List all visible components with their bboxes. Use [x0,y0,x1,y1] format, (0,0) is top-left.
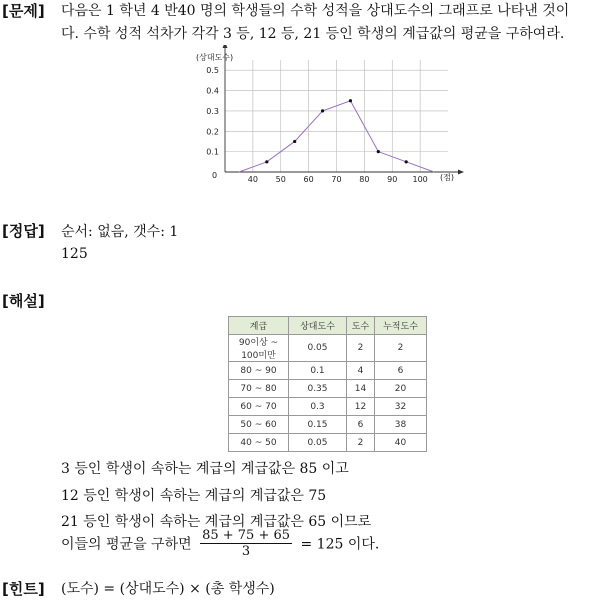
solution-line4 [61,528,379,559]
table-cell: 50 ~ 60 [229,416,289,434]
y-axis-arrow [223,45,228,48]
table-cell: 0.3 [289,398,347,416]
x-tick-label: 90 [387,175,398,184]
x-tick-label: 50 [275,175,286,184]
problem-tag: [문제] [2,2,45,20]
table-cell: 32 [375,398,427,416]
data-point [265,160,268,163]
table-cell: 4 [347,362,375,380]
solution-line1: 3 등인 학생이 속하는 계급의 계급값은 85 이고 [61,461,349,477]
answer-tag: [정답] [2,222,45,240]
y-tick-label: 0.4 [206,86,219,96]
table-cell: 0.15 [289,416,347,434]
table-cell: 6 [375,362,427,380]
data-point [377,150,380,153]
answer-value: 125 [61,246,88,262]
problem-text-line2: 다. 수학 성적 석차가 각각 3 등, 12 등, 21 등인 학생의 계급값의 평균을 구하여라. [61,26,565,42]
average-fraction [200,528,292,559]
y-tick-label: 0.5 [206,66,219,76]
table-cell: 80 ~ 90 [229,362,289,380]
table-row [229,335,427,362]
table-row [229,380,427,398]
chart-axes [223,45,465,175]
table-cell: 12 [347,398,375,416]
table-cell: 38 [375,416,427,434]
hint-tag: [힌트] [2,580,45,598]
table-cell: 90이상 ~ 100미만 [229,335,289,362]
table-cell: 0.1 [289,362,347,380]
solution-tag: [해설] [2,292,45,310]
chart-ticks [206,66,428,184]
x-tick-label: 80 [359,175,370,184]
data-point [321,109,324,112]
solution-line4-post: = 125 이다. [300,536,380,553]
table-cell: 60 ~ 70 [229,398,289,416]
table-row [229,362,427,380]
table-cell: 14 [347,380,375,398]
problem-text-line1: 다음은 1 학년 4 반40 명의 학생들의 수학 성적을 상대도수의 그래프로 나타낸 것이 [61,3,570,19]
data-point [293,140,296,143]
hint-text: (도수) = (상대도수) × (총 학생수) [61,581,275,597]
table-cell: 40 ~ 50 [229,434,289,452]
data-point [349,99,352,102]
fraction-denominator: 3 [241,544,251,559]
x-axis-label: (점) [440,173,454,182]
y-axis-label: (상대도수) [196,53,234,62]
table-cell: 2 [347,335,375,362]
table-row [229,416,427,434]
frequency-table [228,316,427,452]
answer-meta: 순서: 없음, 갯수: 1 [61,224,179,240]
x-tick-label: 100 [412,175,428,184]
y-tick-label: 0.2 [206,127,219,137]
table-header-cell: 계급 [229,317,289,335]
x-tick-label: 40 [247,175,258,184]
y-tick-label: 0.3 [206,106,219,116]
x-axis-arrow [458,170,464,175]
table-cell: 2 [347,434,375,452]
solution-line2: 12 등인 학생이 속하는 계급의 계급값은 75 [61,488,327,504]
origin-label: 0 [212,171,218,180]
table-cell: 20 [375,380,427,398]
x-tick-label: 60 [303,175,314,184]
table-row [229,398,427,416]
solution-line3: 21 등인 학생이 속하는 계급의 계급값은 65 이므로 [61,514,372,530]
data-point [405,160,408,163]
table-cell: 6 [347,416,375,434]
table-header-row [229,317,427,335]
table-cell: 40 [375,434,427,452]
table-header-cell: 상대도수 [289,317,347,335]
solution-line4-pre: 이들의 평균을 구하면 [61,536,192,553]
table-cell: 70 ~ 80 [229,380,289,398]
chart-grid [225,60,448,172]
table-cell: 0.05 [289,434,347,452]
table-header-cell: 도수 [347,317,375,335]
fraction-numerator: 85 + 75 + 65 [202,528,291,543]
table-cell: 0.05 [289,335,347,362]
table-cell: 0.35 [289,380,347,398]
y-tick-label: 0.1 [206,147,219,157]
relative-frequency-chart [190,45,470,190]
table-cell: 2 [375,335,427,362]
x-tick-label: 70 [331,175,342,184]
table-header-cell: 누적도수 [375,317,427,335]
table-row [229,434,427,452]
